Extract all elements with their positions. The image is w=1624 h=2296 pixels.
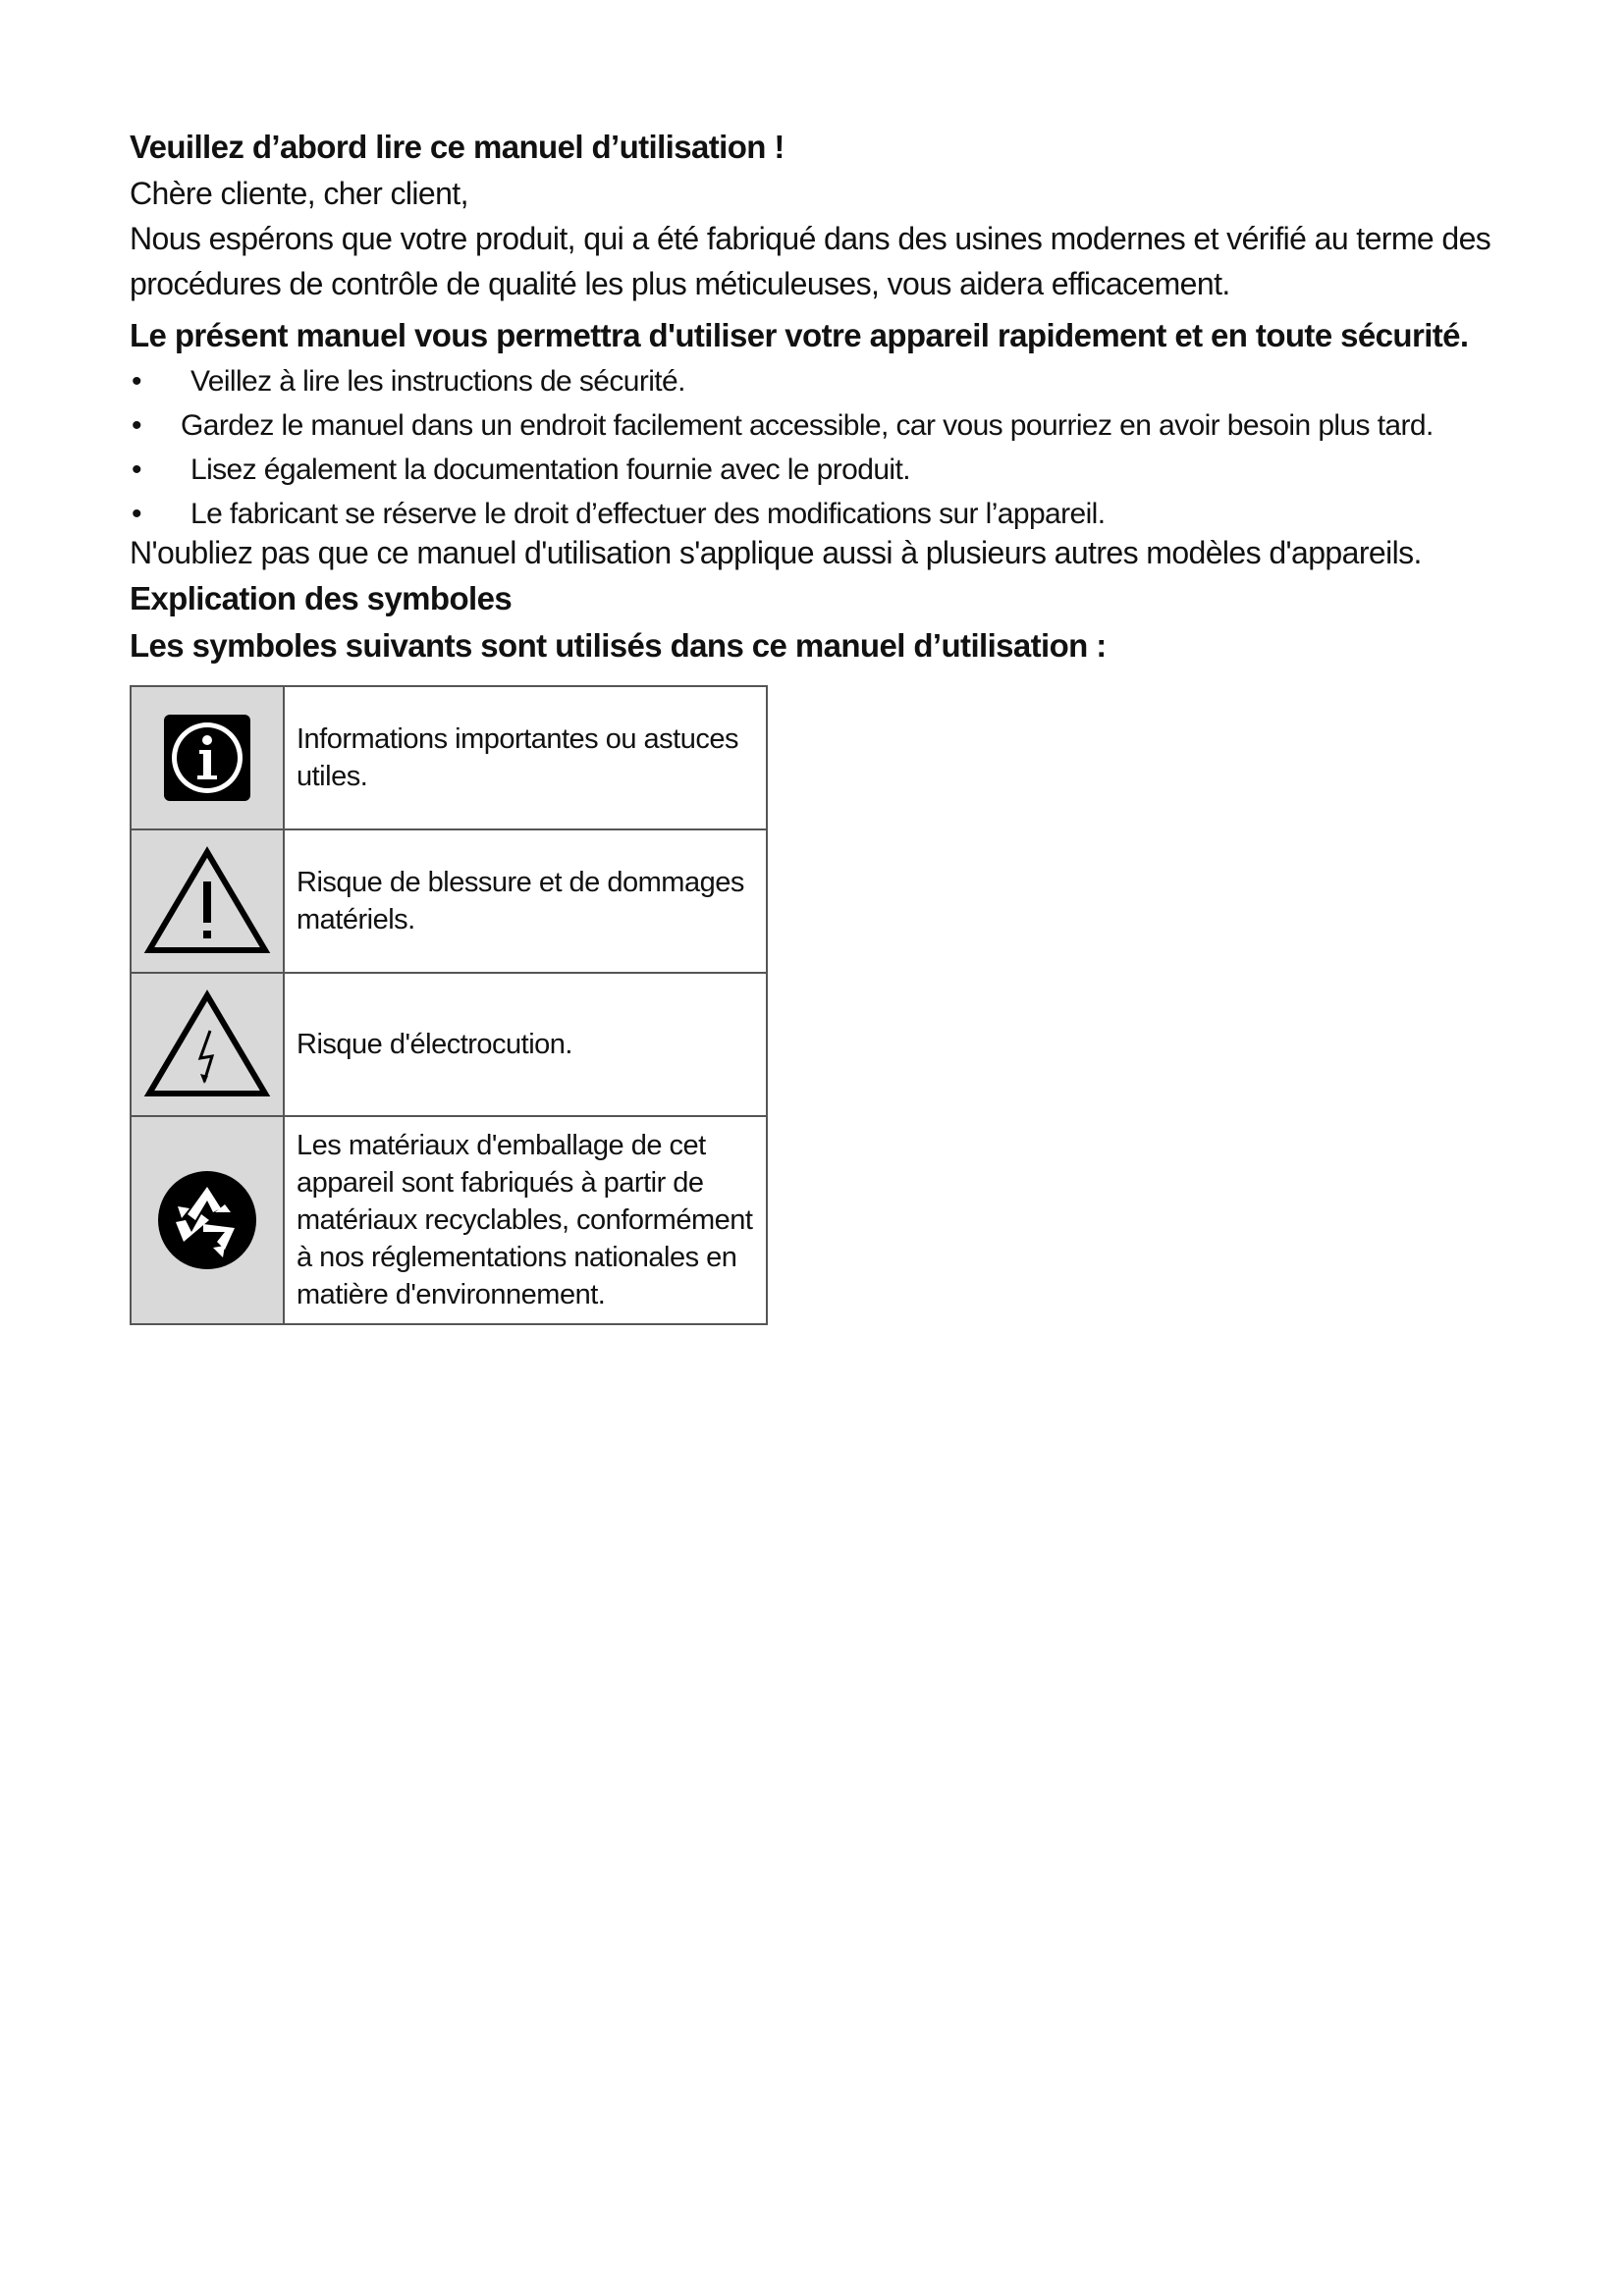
manual-page: [130, 124, 1504, 1325]
table-row: [131, 686, 767, 829]
symbol-description: Informations importantes ou astuces utiles.: [284, 686, 767, 829]
symbol-icon-cell: [131, 1116, 284, 1324]
symbol-icon-cell: [131, 829, 284, 973]
list-item-text: Veillez à lire les instructions de sécurité.: [190, 365, 685, 398]
list-item-text: Gardez le manuel dans un endroit facilement accessible, car vous pourriez en avoir besoin plus tard.: [181, 409, 1434, 442]
instruction-list: [130, 359, 1504, 536]
bullet-icon: •: [132, 365, 141, 398]
symbol-icon-cell: [131, 973, 284, 1116]
models-note: N'oubliez pas que ce manuel d'utilisation s'applique aussi à plusieurs autres modèles d'appareils.: [130, 535, 1422, 570]
symbol-description: Risque d'électrocution.: [284, 973, 767, 1116]
greeting: Chère cliente, cher client,: [130, 176, 468, 211]
list-item: [130, 492, 1504, 536]
table-row: [131, 1116, 767, 1324]
symbols-title: Explication des symboles: [130, 580, 513, 616]
symbols-table: [130, 685, 768, 1325]
info-icon: [160, 711, 254, 805]
intro-paragraph: Nous espérons que votre produit, qui a été fabriqué dans des usines modernes et vérifié au terme des procédures de contrôle de qualité les plus méticuleuses, vous aidera efficacement.: [130, 221, 1491, 301]
symbol-description: Les matériaux d'emballage de cet appareil sont fabriqués à partir de matériaux recyclables, conformément à nos réglementations nationales en matière d'environnement.: [284, 1116, 767, 1324]
list-item: [130, 403, 1504, 448]
warning-icon: [143, 846, 271, 956]
list-item: [130, 359, 1504, 403]
bullet-icon: •: [132, 409, 141, 442]
intro-subtitle: Le présent manuel vous permettra d'utiliser votre appareil rapidement et en toute sécurité.: [130, 317, 1469, 353]
list-item: [130, 448, 1504, 492]
table-row: [131, 829, 767, 973]
symbol-icon-cell: [131, 686, 284, 829]
list-item-text: Le fabricant se réserve le droit d’effectuer des modifications sur l’appareil.: [190, 498, 1106, 530]
bullet-icon: •: [132, 498, 141, 530]
symbol-description: Risque de blessure et de dommages matériels.: [284, 829, 767, 973]
recycle-icon: [156, 1169, 258, 1271]
page-title: Veuillez d’abord lire ce manuel d’utilisation !: [130, 129, 785, 165]
bullet-icon: •: [132, 454, 141, 486]
list-item-text: Lisez également la documentation fournie avec le produit.: [190, 454, 910, 486]
table-row: [131, 973, 767, 1116]
symbols-subtitle: Les symboles suivants sont utilisés dans ce manuel d’utilisation :: [130, 627, 1107, 664]
electric-shock-icon: [143, 989, 271, 1099]
